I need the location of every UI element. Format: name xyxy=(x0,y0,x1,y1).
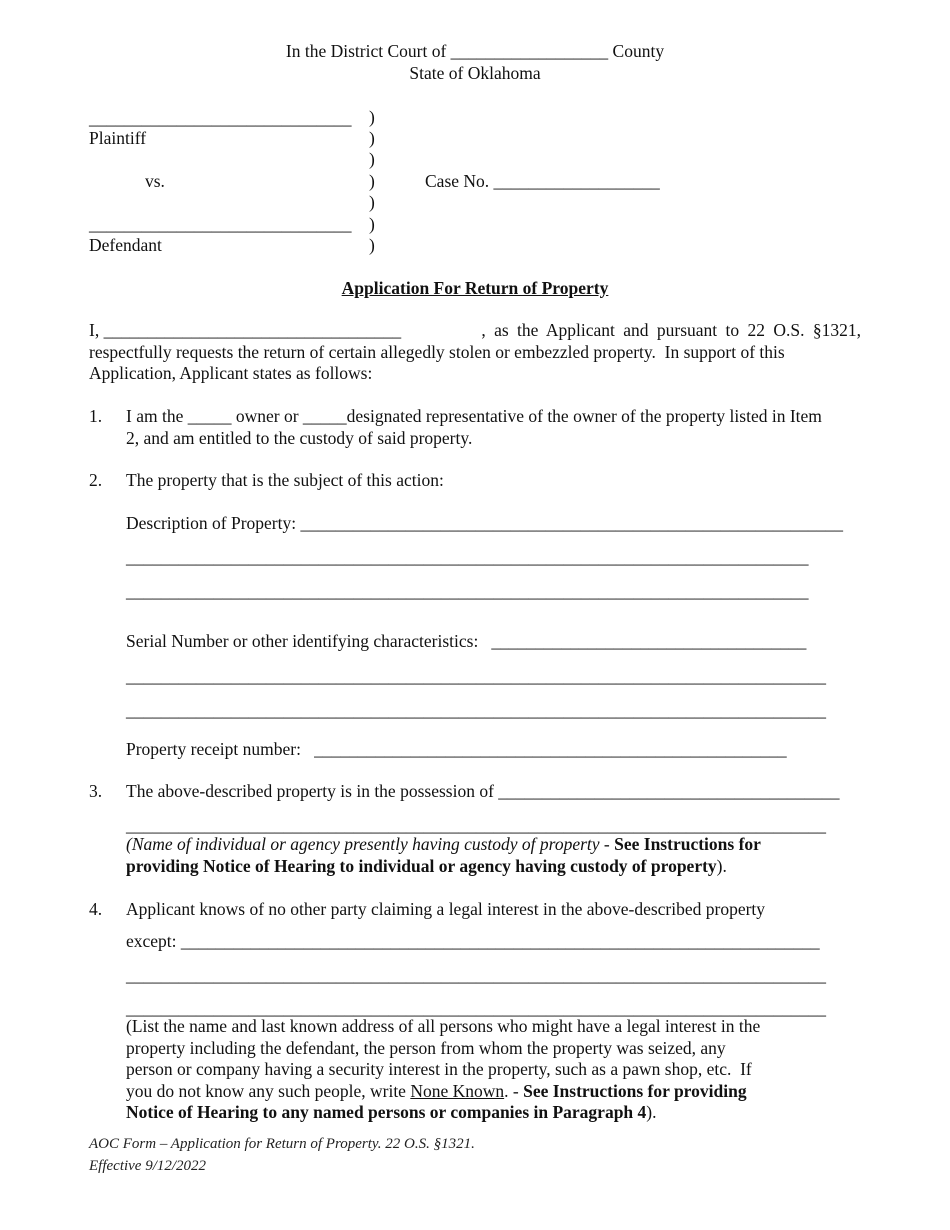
intro-line-2: respectfully requests the return of certain allegedly stolen or embezzled property. In support of this xyxy=(89,342,785,362)
serial-line-2[interactable]: ________________________________________________________________________________ xyxy=(126,666,826,686)
description-field[interactable]: Description of Property: ______________________________________________________________ xyxy=(126,513,843,533)
except-line-2[interactable]: ________________________________________________________________________________ xyxy=(126,965,826,985)
defendant-label: Defendant xyxy=(89,235,162,255)
footer-form-name: AOC Form – Application for Return of Property. 22 O.S. §1321. xyxy=(89,1136,475,1152)
plaintiff-blank[interactable]: ______________________________ xyxy=(89,108,352,128)
serial-number-field[interactable]: Serial Number or other identifying characteristics: ____________________________________ xyxy=(126,631,807,651)
defendant-blank[interactable]: ______________________________ xyxy=(89,214,352,234)
intro-line-3: Application, Applicant states as follows: xyxy=(89,363,373,383)
interest-note-end: ). xyxy=(646,1102,657,1122)
item-1-number: 1. xyxy=(89,406,103,426)
caption-paren: ) xyxy=(369,192,375,212)
caption-paren: ) xyxy=(369,214,375,234)
interest-note-line-4 xyxy=(126,1081,747,1103)
custody-note-italic: (Name of individual or agency presently having custody of property xyxy=(126,834,600,854)
description-line-2[interactable]: ______________________________________________________________________________ xyxy=(126,547,809,567)
interest-note-line-5 xyxy=(126,1102,657,1124)
custody-note-bold-2: providing Notice of Hearing to individual or agency having custody of property xyxy=(126,856,717,876)
plaintiff-label: Plaintiff xyxy=(89,128,147,148)
document-title: Application For Return of Property xyxy=(341,278,609,298)
none-known-text: None Known xyxy=(410,1081,505,1101)
except-field[interactable]: except: _________________________________________________________________________ xyxy=(126,931,820,951)
custody-note-line-2 xyxy=(126,856,727,878)
footer-effective-date: Effective 9/12/2022 xyxy=(89,1158,207,1174)
interest-note-mid: . - xyxy=(504,1081,524,1101)
applicant-name-field[interactable]: I, __________________________________ xyxy=(89,320,402,340)
case-number-field[interactable]: Case No. ___________________ xyxy=(425,171,660,191)
interest-note-bold-2: Notice of Hearing to any named persons or companies in Paragraph 4 xyxy=(126,1102,647,1122)
description-line-3[interactable]: ______________________________________________________________________________ xyxy=(126,581,809,601)
item-1-line-2: 2, and am entitled to the custody of said property. xyxy=(126,428,473,448)
state-heading: State of Oklahoma xyxy=(409,63,541,83)
caption-paren: ) xyxy=(369,235,375,255)
property-receipt-field[interactable]: Property receipt number: ______________________________________________________ xyxy=(126,739,787,759)
interest-note-line-1: (List the name and last known address of all persons who might have a legal interest in the xyxy=(126,1016,761,1036)
interest-note-pre: you do not know any such people, write xyxy=(126,1081,411,1101)
interest-note-line-3: person or company having a security interest in the property, such as a pawn shop, etc. If xyxy=(126,1059,752,1079)
intro-line-1: , as the Applicant and pursuant to 22 O.S. §1321, xyxy=(481,320,861,340)
possession-line-2[interactable]: ________________________________________________________________________________ xyxy=(126,815,826,835)
possession-field[interactable]: The above-described property is in the possession of _______________________________________ xyxy=(126,781,840,801)
caption-paren: ) xyxy=(369,171,375,191)
custody-note-line-1 xyxy=(126,834,761,856)
vs-label: vs. xyxy=(145,171,165,191)
custody-note-bold-1: See Instructions for xyxy=(614,834,761,854)
except-line-3[interactable]: ________________________________________________________________________________ xyxy=(126,998,826,1018)
custody-note-end: ). xyxy=(716,856,727,876)
court-heading: In the District Court of __________________ County xyxy=(285,41,665,61)
caption-paren: ) xyxy=(369,128,375,148)
interest-note-line-2: property including the defendant, the person from whom the property was seized, any xyxy=(126,1038,726,1058)
custody-note-dash: - xyxy=(599,834,615,854)
item-1-line-1[interactable]: I am the _____ owner or _____designated representative of the owner of the property listed in Item xyxy=(126,406,822,426)
item-4-number: 4. xyxy=(89,899,103,919)
item-3-number: 3. xyxy=(89,781,103,801)
caption-paren: ) xyxy=(369,107,375,127)
caption-paren: ) xyxy=(369,149,375,169)
item-2-number: 2. xyxy=(89,470,103,490)
item-4-text: Applicant knows of no other party claiming a legal interest in the above-described property xyxy=(126,899,766,919)
serial-line-3[interactable]: ________________________________________________________________________________ xyxy=(126,700,826,720)
item-2-text: The property that is the subject of this action: xyxy=(126,470,444,490)
interest-note-bold-1: See Instructions for providing xyxy=(523,1081,747,1101)
